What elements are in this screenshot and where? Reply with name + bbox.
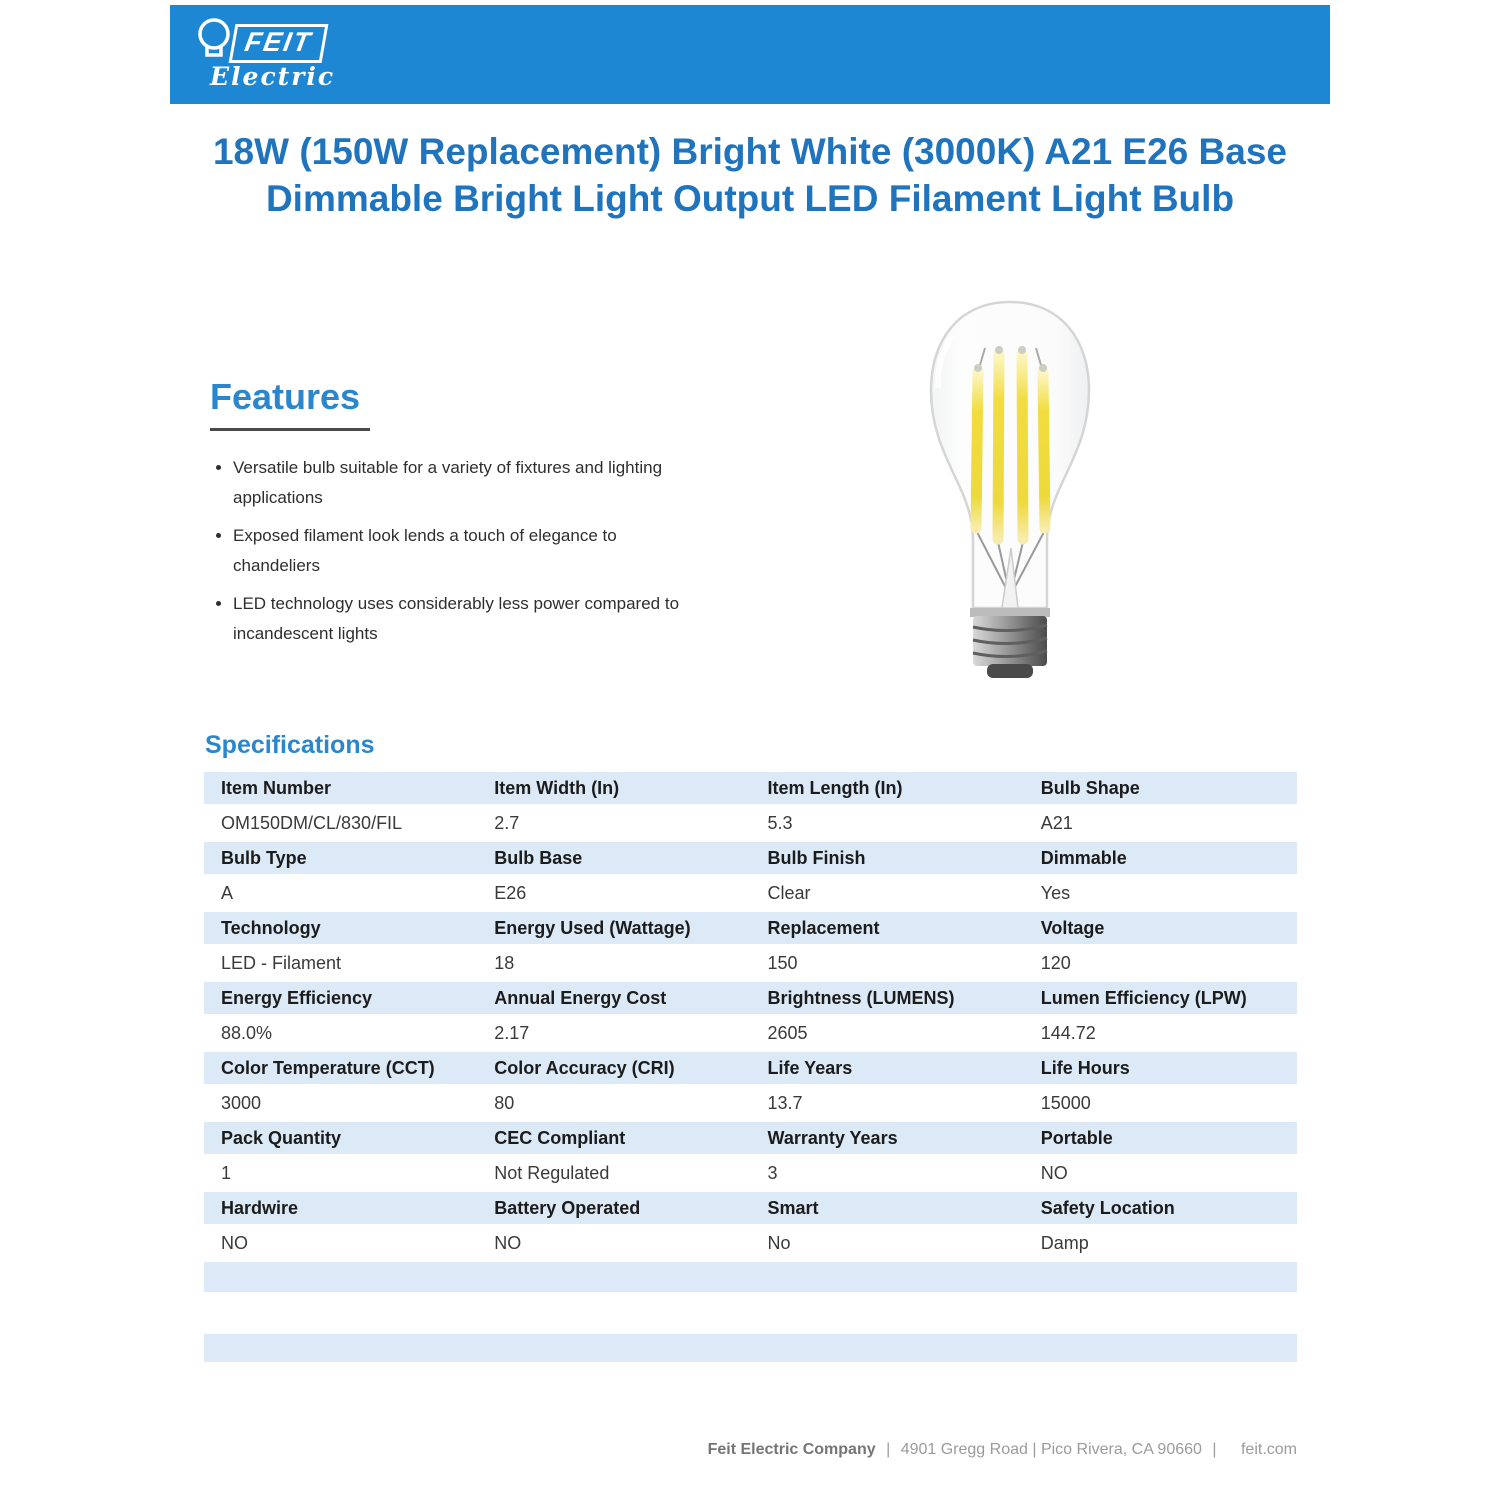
spec-label-cell: Battery Operated (477, 1192, 750, 1224)
spec-value-cell: 2.17 (477, 1014, 750, 1052)
electric-wordmark: Electric (210, 62, 336, 91)
spec-label-cell: Color Accuracy (CRI) (477, 1052, 750, 1084)
specifications-table-body (204, 772, 1297, 1362)
spec-label-cell: CEC Compliant (477, 1122, 750, 1154)
spec-label-cell: Brightness (LUMENS) (751, 982, 1024, 1014)
feature-item: • Versatile bulb suitable for a variety of fixtures and lighting applications (233, 453, 693, 513)
footer (205, 1441, 1297, 1459)
spec-value-cell: 15000 (1024, 1084, 1297, 1122)
spec-label-cell: Technology (204, 912, 477, 944)
spec-label-row (204, 1192, 1297, 1224)
spec-value-cell: 2605 (751, 1014, 1024, 1052)
spec-empty-row (204, 1262, 1297, 1292)
spec-label-row (204, 772, 1297, 804)
page-title: 18W (150W Replacement) Bright White (3000K) A21 E26 Base Dimmable Bright Light Output LED Filament Light Bulb (212, 131, 1287, 219)
spec-value-cell: 144.72 (1024, 1014, 1297, 1052)
spec-value-cell: Yes (1024, 874, 1297, 912)
spec-value-cell: NO (204, 1224, 477, 1262)
spec-label-row (204, 982, 1297, 1014)
spec-value-row (204, 874, 1297, 912)
spec-label-cell: Bulb Finish (751, 842, 1024, 874)
features-heading: Features (210, 376, 361, 417)
spec-label-cell: Bulb Type (204, 842, 477, 874)
spec-value-cell: 13.7 (751, 1084, 1024, 1122)
spec-label-cell: Portable (1024, 1122, 1297, 1154)
spec-label-row (204, 1052, 1297, 1084)
feit-wordmark: FEIT (229, 24, 328, 63)
spec-value-cell: Clear (751, 874, 1024, 912)
specifications-heading: Specifications (205, 731, 375, 759)
spec-label-cell: Life Hours (1024, 1052, 1297, 1084)
spec-value-cell: 80 (477, 1084, 750, 1122)
feature-item: • Exposed filament look lends a touch of elegance to chandeliers (233, 521, 693, 581)
features-list (210, 453, 730, 649)
spec-label-cell: Bulb Base (477, 842, 750, 874)
footer-address: 4901 Gregg Road | Pico Rivera, CA 90660 (900, 1441, 1202, 1458)
spec-label-row (204, 1122, 1297, 1154)
spec-value-row (204, 1224, 1297, 1262)
spec-value-cell: NO (1024, 1154, 1297, 1192)
spec-label-cell: Bulb Shape (1024, 772, 1297, 804)
spec-label-cell: Replacement (751, 912, 1024, 944)
spec-label-cell: Annual Energy Cost (477, 982, 750, 1014)
spec-value-cell: LED - Filament (204, 944, 477, 982)
spec-value-cell: 2.7 (477, 804, 750, 842)
spec-label-cell: Smart (751, 1192, 1024, 1224)
spec-value-cell: Damp (1024, 1224, 1297, 1262)
spec-label-cell: Safety Location (1024, 1192, 1297, 1224)
spec-value-cell: 88.0% (204, 1014, 477, 1052)
spec-value-row (204, 944, 1297, 982)
spec-label-cell: Item Number (204, 772, 477, 804)
spec-value-row (204, 804, 1297, 842)
spec-value-cell: Not Regulated (477, 1154, 750, 1192)
brand-logo (194, 15, 335, 91)
footer-company: Feit Electric Company (707, 1441, 876, 1458)
spec-value-row (204, 1154, 1297, 1192)
spec-empty-row (204, 1292, 1297, 1334)
spec-value-cell: A21 (1024, 804, 1297, 842)
spec-label-row (204, 912, 1297, 944)
spec-value-cell: A (204, 874, 477, 912)
specifications-table (204, 772, 1297, 1362)
features-underline (210, 428, 370, 431)
spec-value-cell: E26 (477, 874, 750, 912)
spec-label-cell: Life Years (751, 1052, 1024, 1084)
spec-label-cell: Hardwire (204, 1192, 477, 1224)
footer-separator: | (1212, 1441, 1217, 1458)
footer-site: feit.com (1240, 1441, 1297, 1458)
spec-label-cell: Dimmable (1024, 842, 1297, 874)
spec-value-cell: 3 (751, 1154, 1024, 1192)
spec-label-cell: Color Temperature (CCT) (204, 1052, 477, 1084)
spec-value-cell: NO (477, 1224, 750, 1262)
spec-label-cell: Pack Quantity (204, 1122, 477, 1154)
item-number-link[interactable]: OM150DM/CL/830/FIL (204, 804, 477, 842)
spec-value-cell: 18 (477, 944, 750, 982)
spec-value-cell: 120 (1024, 944, 1297, 982)
bulb-product-image (915, 296, 1105, 684)
spec-value-cell: 1 (204, 1154, 477, 1192)
footer-separator: | (886, 1441, 891, 1458)
spec-empty-row (204, 1334, 1297, 1362)
spec-value-cell: 3000 (204, 1084, 477, 1122)
spec-label-row (204, 842, 1297, 874)
spec-label-cell: Energy Efficiency (204, 982, 477, 1014)
spec-label-cell: Warranty Years (751, 1122, 1024, 1154)
features-section (210, 376, 730, 657)
spec-label-cell: Item Length (In) (751, 772, 1024, 804)
spec-label-cell: Item Width (In) (477, 772, 750, 804)
spec-label-cell: Voltage (1024, 912, 1297, 944)
spec-value-cell: 150 (751, 944, 1024, 982)
spec-label-cell: Energy Used (Wattage) (477, 912, 750, 944)
feature-item: • LED technology uses considerably less power compared to incandescent lights (233, 589, 693, 649)
spec-label-cell: Lumen Efficiency (LPW) (1024, 982, 1297, 1014)
header-bar (170, 5, 1330, 104)
spec-value-cell: 5.3 (751, 804, 1024, 842)
spec-value-row (204, 1084, 1297, 1122)
spec-value-cell: No (751, 1224, 1024, 1262)
spec-value-row (204, 1014, 1297, 1052)
